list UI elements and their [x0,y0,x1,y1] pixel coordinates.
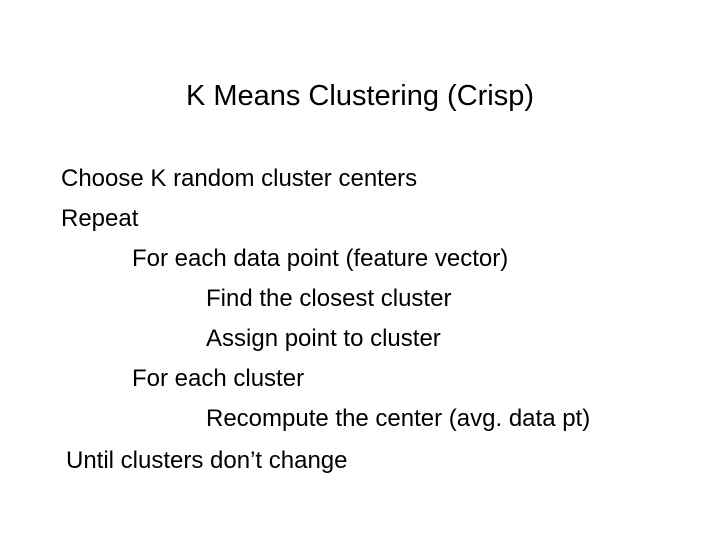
step-choose-centers: Choose K random cluster centers [61,165,418,192]
step-recompute-center: Recompute the center (avg. data pt) [206,405,591,432]
step-until: Until clusters don’t change [66,447,348,474]
step-find-closest: Find the closest cluster [206,285,452,312]
step-for-each-cluster: For each cluster [132,365,305,392]
step-assign-point: Assign point to cluster [206,325,441,352]
step-for-each-point: For each data point (feature vector) [132,245,509,272]
step-repeat: Repeat [61,205,139,232]
slide-title: K Means Clustering (Crisp) [185,80,535,112]
